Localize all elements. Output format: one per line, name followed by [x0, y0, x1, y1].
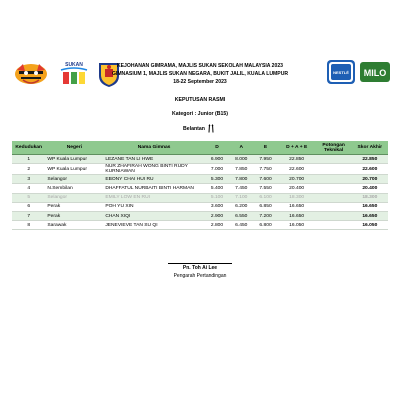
rank-cell: 3 — [12, 175, 45, 184]
d-score-cell: 5.100 — [205, 193, 229, 202]
rank-cell: 4 — [12, 184, 45, 193]
e-score-cell: 6.800 — [253, 221, 277, 230]
table-row — [12, 221, 388, 230]
gymnast-name-cell: NUR ZHAFIRAH WONG BINTI RUDY KURNIAWAN — [103, 164, 205, 175]
d-score-cell: 6.900 — [205, 155, 229, 164]
rank-cell: 5 — [12, 193, 45, 202]
header-state: Negeri — [45, 141, 103, 155]
dae-score-cell: 20.400 — [278, 184, 316, 193]
table-row — [12, 164, 388, 175]
header-gymnast-name: Nama Gimnas — [103, 141, 205, 155]
e-score-cell: 7.600 — [253, 175, 277, 184]
penalty-cell — [316, 211, 352, 220]
penalty-cell — [316, 193, 352, 202]
signature-line — [168, 263, 232, 264]
penalty-cell — [316, 155, 352, 164]
sukan-logo-text: SUKAN — [65, 62, 83, 68]
event-title: KEJOHANAN GIMRAMA, MAJLIS SUKAN SEKOLAH MALAYSIA 2023 — [116, 63, 284, 69]
table-row — [12, 184, 388, 193]
final-score-cell: 22.600 — [352, 164, 388, 175]
final-score-cell: 16.650 — [352, 202, 388, 211]
header-d: D — [205, 141, 229, 155]
header-dae: D + A + E — [278, 141, 316, 155]
penalty-cell — [316, 221, 352, 230]
state-cell: WP Kuala Lumpur — [45, 155, 103, 164]
state-cell: WP Kuala Lumpur — [45, 164, 103, 175]
dae-score-cell: 22.600 — [278, 164, 316, 175]
gymnast-name-cell: POH YU XIN — [103, 202, 205, 211]
apparatus-label — [183, 124, 214, 133]
d-score-cell: 2.800 — [205, 221, 229, 230]
d-score-cell: 3.600 — [205, 202, 229, 211]
gymnast-name-cell: DHAFFATUL NURBAITI BINTI HARMAN — [103, 184, 205, 193]
table-header-row — [12, 141, 388, 155]
d-score-cell: 2.900 — [205, 211, 229, 220]
d-score-cell: 5.300 — [205, 175, 229, 184]
gymnast-name-cell: CHAN XIQI — [103, 211, 205, 220]
d-score-cell: 5.400 — [205, 184, 229, 193]
dae-score-cell: 18.300 — [278, 193, 316, 202]
category-label: Kategori : Junior (B15) — [172, 111, 228, 117]
table-row — [12, 193, 388, 202]
rank-cell: 2 — [12, 164, 45, 175]
table-row — [12, 211, 388, 220]
final-score-cell: 16.650 — [352, 211, 388, 220]
dae-score-cell: 22.850 — [278, 155, 316, 164]
final-score-cell: 20.700 — [352, 175, 388, 184]
results-title: KEPUTUSAN RASMI — [174, 97, 226, 103]
dae-score-cell: 16.650 — [278, 211, 316, 220]
header-final-score: Skor Akhir — [352, 141, 388, 155]
penalty-cell — [316, 202, 352, 211]
final-score-cell: 20.400 — [352, 184, 388, 193]
nestle-logo-text: NESTLÉ — [333, 70, 349, 75]
a-score-cell: 7.450 — [229, 184, 253, 193]
rank-cell: 7 — [12, 211, 45, 220]
header-rank: Kedudukan — [12, 141, 45, 155]
a-score-cell: 7.800 — [229, 175, 253, 184]
gymnast-name-cell: LEZANE TAN LI HWE — [103, 155, 205, 164]
rank-cell: 1 — [12, 155, 45, 164]
e-score-cell: 7.750 — [253, 164, 277, 175]
gymnast-name-cell: EMILY LOW EN RUI — [103, 193, 205, 202]
table-row — [12, 155, 388, 164]
milo-logo-text: MILO — [363, 68, 387, 78]
signatory-name: Pn. Toh Ai Lee — [182, 265, 218, 271]
final-score-cell: 18.300 — [352, 193, 388, 202]
penalty-cell — [316, 175, 352, 184]
gymnast-name-cell: JENEVIEVE TAN SU QI — [103, 221, 205, 230]
clubs-icon — [208, 124, 214, 133]
d-score-cell: 7.000 — [205, 164, 229, 175]
state-cell: N.Sembilan — [45, 184, 103, 193]
table-row — [12, 202, 388, 211]
e-score-cell: 7.550 — [253, 184, 277, 193]
header-a: A — [229, 141, 253, 155]
dae-score-cell: 16.650 — [278, 202, 316, 211]
rank-cell: 8 — [12, 221, 45, 230]
e-score-cell: 7.200 — [253, 211, 277, 220]
state-cell: Perak — [45, 202, 103, 211]
state-cell: Selangor — [45, 193, 103, 202]
a-score-cell: 6.450 — [229, 221, 253, 230]
header-penalty: Potongan Teknikal — [316, 141, 352, 155]
gymnast-name-cell: EBONY CHAI HUI RU — [103, 175, 205, 184]
penalty-cell — [316, 164, 352, 175]
signatory-role: Pengarah Pertandingan — [173, 273, 227, 279]
e-score-cell: 7.950 — [253, 155, 277, 164]
event-dates: 18-22 September 2023 — [173, 79, 227, 85]
penalty-cell — [316, 184, 352, 193]
apparatus-name: Belantan — [183, 125, 205, 132]
a-score-cell: 7.850 — [229, 164, 253, 175]
e-score-cell: 6.100 — [253, 193, 277, 202]
a-score-cell: 7.100 — [229, 193, 253, 202]
a-score-cell: 8.000 — [229, 155, 253, 164]
results-body — [12, 155, 388, 230]
event-header — [0, 62, 400, 86]
a-score-cell: 6.550 — [229, 211, 253, 220]
event-venue: GIMNASIUM 1, MAJLIS SUKAN NEGARA, BUKIT JALIL, KUALA LUMPUR — [111, 71, 289, 77]
dae-score-cell: 20.700 — [278, 175, 316, 184]
a-score-cell: 6.200 — [229, 202, 253, 211]
state-cell: Sarawak — [45, 221, 103, 230]
table-row — [12, 175, 388, 184]
final-score-cell: 16.050 — [352, 221, 388, 230]
rank-cell: 6 — [12, 202, 45, 211]
final-score-cell: 22.850 — [352, 155, 388, 164]
results-table — [12, 141, 388, 230]
e-score-cell: 6.850 — [253, 202, 277, 211]
state-cell: Perak — [45, 211, 103, 220]
dae-score-cell: 16.050 — [278, 221, 316, 230]
state-cell: Selangor — [45, 175, 103, 184]
header-e: E — [253, 141, 277, 155]
